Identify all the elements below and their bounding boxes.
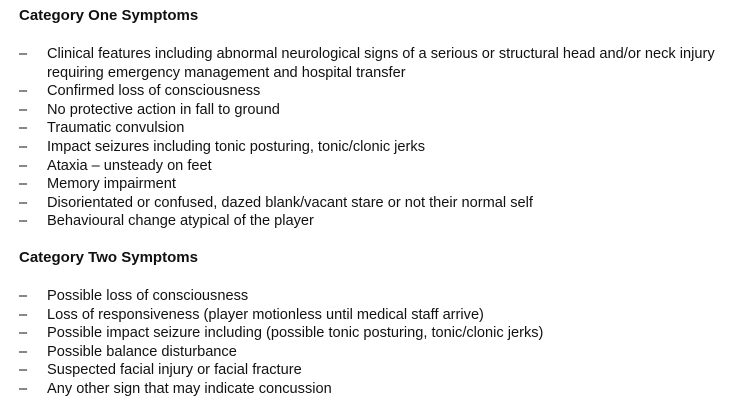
list-item bbox=[19, 212, 737, 231]
dash-bullet: – bbox=[19, 343, 28, 360]
dash-bullet: – bbox=[19, 194, 28, 211]
category-one-section bbox=[19, 6, 750, 231]
symptom-text: Possible balance disturbance bbox=[47, 343, 237, 360]
symptom-text: Clinical features including abnormal neurological signs of a serious or structural head and/or neck injury requiring emergency management and hospital transfer bbox=[47, 46, 715, 81]
dash-bullet: – bbox=[19, 306, 28, 323]
dash-bullet: – bbox=[19, 287, 28, 304]
list-item bbox=[19, 287, 737, 306]
symptom-text: Memory impairment bbox=[47, 176, 176, 193]
list-item bbox=[19, 157, 737, 176]
dash-bullet: – bbox=[19, 120, 28, 137]
symptom-text: Any other sign that may indicate concussion bbox=[47, 380, 332, 397]
list-item bbox=[19, 324, 737, 343]
symptom-text: Disorientated or confused, dazed blank/vacant stare or not their normal self bbox=[47, 194, 533, 211]
list-item bbox=[19, 101, 737, 120]
list-item bbox=[19, 175, 737, 194]
list-item bbox=[19, 119, 737, 138]
dash-bullet: – bbox=[19, 213, 28, 230]
symptom-text: Impact seizures including tonic posturing, tonic/clonic jerks bbox=[47, 138, 425, 155]
dash-bullet: – bbox=[19, 325, 28, 342]
dash-bullet: – bbox=[19, 157, 28, 174]
symptom-text: Suspected facial injury or facial fracture bbox=[47, 362, 302, 379]
dash-bullet: – bbox=[19, 83, 28, 100]
category-two-list bbox=[19, 287, 750, 399]
symptom-text: Confirmed loss of consciousness bbox=[47, 83, 261, 100]
dash-bullet: – bbox=[19, 138, 28, 155]
category-two-section bbox=[19, 248, 750, 399]
symptom-text: Possible impact seizure including (possible tonic posturing, tonic/clonic jerks) bbox=[47, 325, 544, 342]
category-two-heading: Category Two Symptoms bbox=[19, 248, 198, 266]
symptom-text: No protective action in fall to ground bbox=[47, 101, 280, 118]
category-one-heading: Category One Symptoms bbox=[19, 7, 199, 24]
symptom-text: Traumatic convulsion bbox=[47, 120, 185, 137]
list-item bbox=[19, 361, 737, 380]
symptom-text: Loss of responsiveness (player motionless until medical staff arrive) bbox=[47, 306, 484, 323]
dash-bullet: – bbox=[19, 362, 28, 379]
dash-bullet: – bbox=[19, 176, 28, 193]
list-item bbox=[19, 306, 737, 325]
list-item bbox=[19, 82, 737, 101]
dash-bullet: – bbox=[19, 46, 28, 62]
list-item bbox=[19, 45, 737, 82]
list-item bbox=[19, 343, 737, 362]
dash-bullet: – bbox=[19, 101, 28, 118]
symptom-text: Possible loss of consciousness bbox=[47, 287, 249, 304]
symptom-text: Behavioural change atypical of the player bbox=[47, 213, 314, 230]
list-item bbox=[19, 138, 737, 157]
symptom-text: Ataxia – unsteady on feet bbox=[47, 157, 212, 174]
list-item bbox=[19, 194, 737, 213]
category-one-list bbox=[19, 45, 750, 231]
dash-bullet: – bbox=[19, 380, 28, 397]
list-item bbox=[19, 380, 737, 399]
